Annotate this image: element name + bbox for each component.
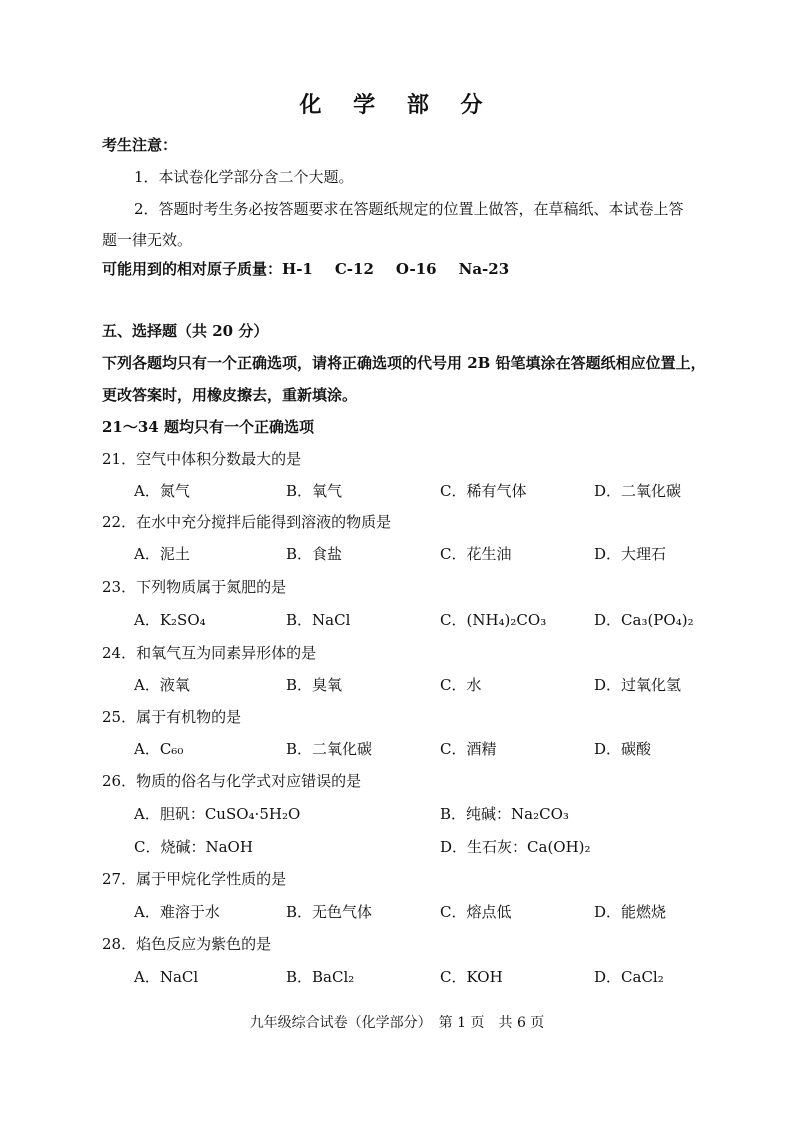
option-c: C．花生油 — [440, 545, 512, 563]
option-d: D．碳酸 — [594, 740, 652, 758]
option-c: C．水 — [440, 676, 482, 694]
notice-heading: 考生注意： — [102, 136, 178, 154]
question-stem: 25．属于有机物的是 — [102, 708, 242, 726]
option-b: B．NaCl — [286, 611, 351, 629]
option-b: B．氧气 — [286, 482, 343, 500]
question-stem: 24．和氧气互为同素异形体的是 — [102, 644, 317, 662]
section-heading: 五、选择题（共 20 分） — [102, 322, 269, 340]
option-c: C．烧碱：NaOH — [134, 838, 253, 856]
question-stem: 28．焰色反应为紫色的是 — [102, 935, 272, 953]
question-stem: 26．物质的俗名与化学式对应错误的是 — [102, 772, 362, 790]
option-d: D．能燃烧 — [594, 903, 667, 921]
option-b: B．食盐 — [286, 545, 343, 563]
option-b: B．二氧化碳 — [286, 740, 373, 758]
option-c: C．熔点低 — [440, 903, 512, 921]
notice-item-1: 1．本试卷化学部分含二个大题。 — [134, 168, 354, 186]
option-d: D．二氧化碳 — [594, 482, 682, 500]
range-note: 21～34 题均只有一个正确选项 — [102, 418, 314, 436]
atomic-mass-h: H-1 — [282, 260, 313, 278]
atomic-mass-c: C-12 — [334, 260, 374, 278]
option-d: D．生石灰：Ca(OH)₂ — [440, 838, 591, 856]
section-instruction-line-2: 更改答案时，用橡皮擦去，重新填涂。 — [102, 386, 358, 404]
option-a: A．K₂SO₄ — [134, 611, 206, 629]
option-b: B．臭氧 — [286, 676, 343, 694]
option-c: C．KOH — [440, 968, 503, 986]
option-a: A．液氧 — [134, 676, 190, 694]
atomic-mass-o: O-16 — [395, 260, 437, 278]
option-b: B．BaCl₂ — [286, 968, 355, 986]
option-d: D．Ca₃(PO₄)₂ — [594, 611, 694, 629]
option-d: D．CaCl₂ — [594, 968, 664, 986]
option-d: D．大理石 — [594, 545, 667, 563]
option-c: C．稀有气体 — [440, 482, 527, 500]
atomic-mass-label: 可能用到的相对原子质量： — [102, 260, 283, 278]
option-d: D．过氧化氢 — [594, 676, 682, 694]
option-a: A．泥土 — [134, 545, 190, 563]
question-stem: 22．在水中充分搅拌后能得到溶液的物质是 — [102, 513, 392, 531]
question-stem: 21．空气中体积分数最大的是 — [102, 450, 302, 468]
page-title: 化 学 部 分 — [299, 92, 495, 118]
option-a: A．难溶于水 — [134, 903, 220, 921]
atomic-mass-line — [102, 258, 509, 280]
notice-item-2-line-2: 题一律无效。 — [102, 231, 193, 249]
option-b: B．纯碱：Na₂CO₃ — [440, 805, 569, 823]
option-c: C．(NH₄)₂CO₃ — [440, 611, 547, 629]
notice-item-2-line-1: 2．答题时考生务必按答题要求在答题纸规定的位置上做答，在草稿纸、本试卷上答 — [134, 200, 684, 218]
atomic-mass-na: Na-23 — [458, 260, 510, 278]
question-stem: 27．属于甲烷化学性质的是 — [102, 870, 287, 888]
option-a: A．氮气 — [134, 482, 190, 500]
option-b: B．无色气体 — [286, 903, 373, 921]
section-instruction-line-1: 下列各题均只有一个正确选项，请将正确选项的代号用 2B 铅笔填涂在答题纸相应位置上， — [102, 354, 706, 372]
question-stem: 23．下列物质属于氮肥的是 — [102, 578, 287, 596]
option-a: A．胆矾：CuSO₄·5H₂O — [134, 805, 301, 823]
option-c: C．酒精 — [440, 740, 497, 758]
option-a: A．NaCl — [134, 968, 199, 986]
option-a: A．C₆₀ — [134, 740, 184, 758]
page-footer: 九年级综合试卷（化学部分） 第 1 页 共 6 页 — [249, 1015, 545, 1031]
